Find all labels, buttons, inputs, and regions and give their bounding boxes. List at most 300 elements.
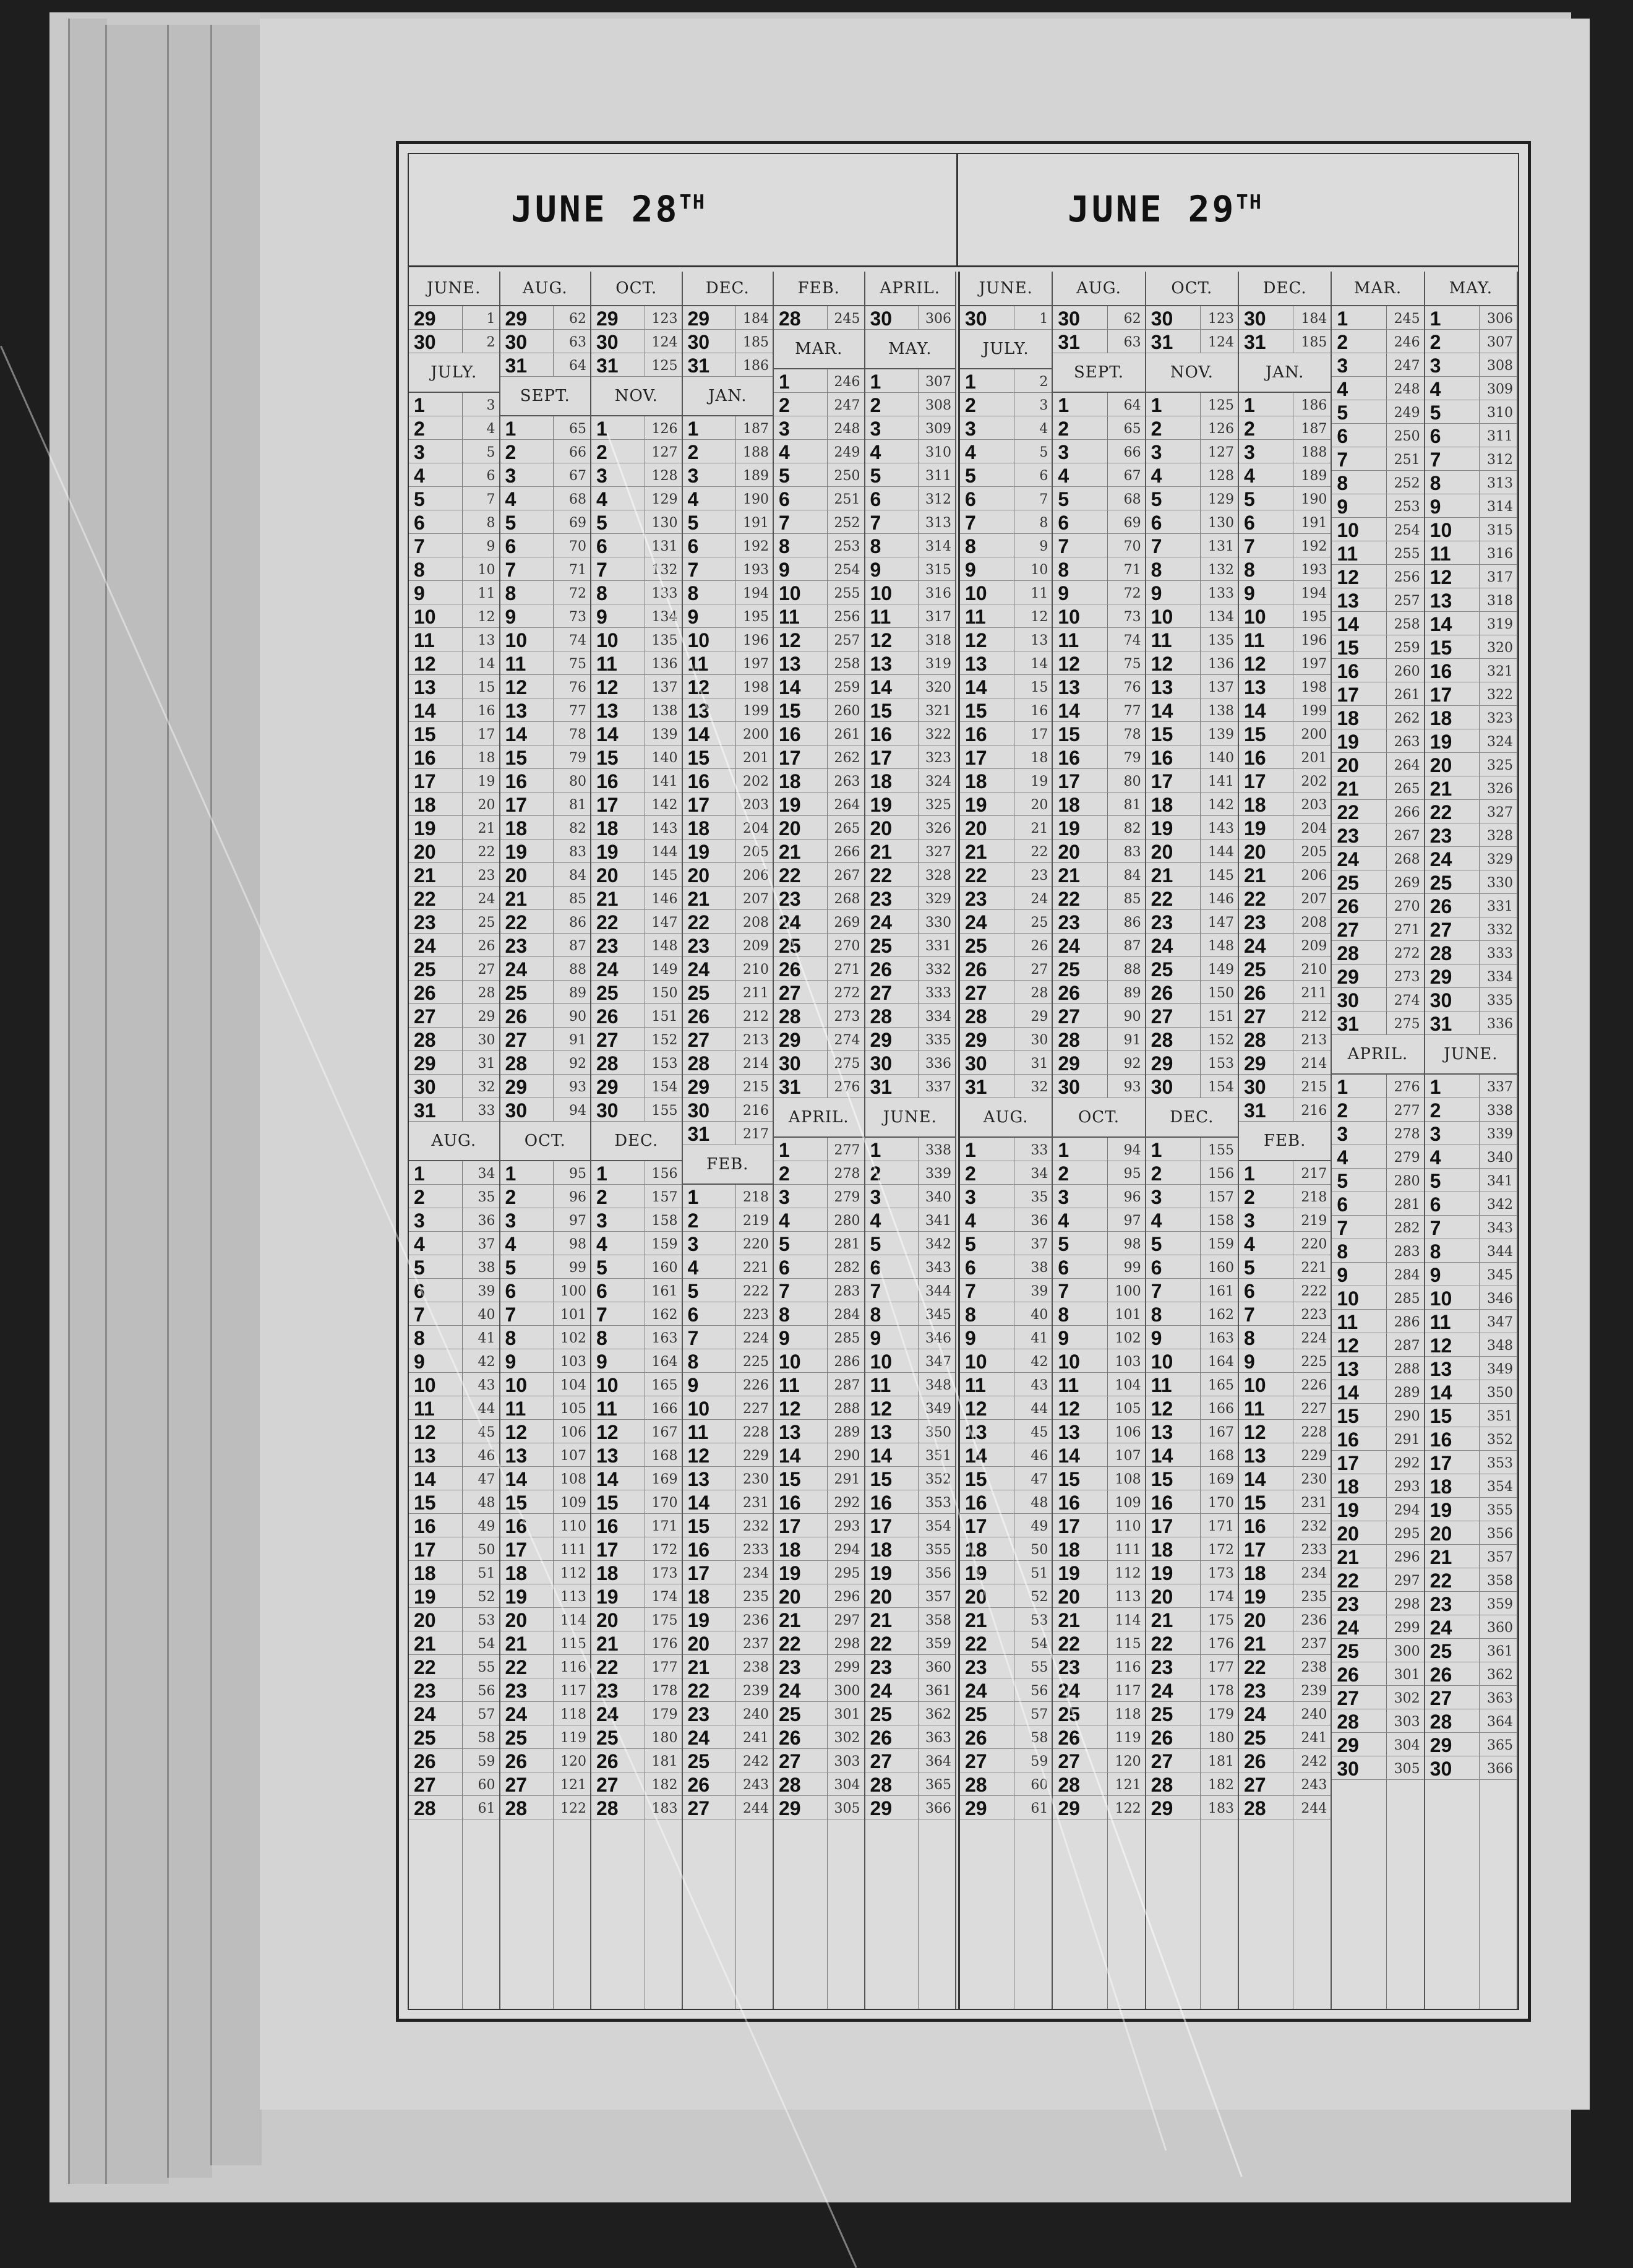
days-elapsed: 28 [1031,986,1048,1001]
days-elapsed: 41 [1031,1331,1048,1346]
days-elapsed: 6 [486,468,495,484]
day-of-month: 21 [596,888,619,910]
day-row [591,887,682,910]
days-elapsed: 138 [651,703,678,719]
days-elapsed: 251 [834,492,860,507]
month-header: JAN. [683,377,773,416]
day-row [865,816,956,840]
day-row [774,1028,864,1051]
days-elapsed: 92 [1123,1056,1141,1072]
days-elapsed: 242 [1301,1754,1327,1769]
day-row [1425,1404,1517,1427]
day-of-month: 25 [1244,958,1266,981]
days-elapsed: 83 [569,844,586,860]
day-of-month: 19 [779,1562,801,1584]
day-of-month: 21 [1058,1609,1080,1631]
day-row [500,1396,591,1420]
day-of-month: 24 [596,1703,619,1725]
day-of-month: 3 [596,1209,607,1232]
day-of-month: 24 [870,911,893,934]
day-of-month: 20 [414,841,436,863]
month-header: OCT. [500,1122,591,1161]
days-elapsed: 134 [651,609,678,625]
day-row [865,1608,956,1631]
days-elapsed: 99 [1123,1260,1141,1276]
day-of-month: 4 [779,441,790,463]
day-row [500,1161,591,1185]
day-row [500,957,591,981]
days-elapsed: 135 [651,633,678,648]
day-of-month: 19 [1429,731,1452,753]
day-row [960,1208,1052,1232]
days-elapsed: 175 [651,1613,678,1628]
days-elapsed: 327 [1486,805,1513,820]
days-elapsed: 136 [1207,656,1234,672]
day-row [865,1561,956,1584]
day-of-month: 7 [1151,1280,1162,1302]
day-of-month: 9 [414,1351,425,1373]
day-of-month: 10 [1429,519,1452,541]
day-of-month: 27 [505,1029,528,1051]
day-of-month: 1 [1244,1162,1255,1185]
days-elapsed: 201 [743,750,769,766]
days-elapsed: 330 [925,915,951,930]
day-row [1053,306,1144,330]
day-of-month: 3 [870,418,881,440]
day-row [1146,604,1238,628]
day-of-month: 25 [1429,1640,1452,1662]
days-elapsed: 51 [1031,1566,1048,1581]
day-of-month: 18 [687,1586,710,1608]
day-of-month: 3 [1151,1186,1162,1208]
day-row [1239,393,1331,416]
days-elapsed: 343 [925,1260,951,1276]
days-elapsed: 10 [1031,562,1048,578]
day-of-month: 27 [596,1029,619,1051]
day-of-month: 4 [505,1233,516,1255]
days-elapsed: 351 [925,1448,951,1464]
day-of-month: 6 [596,1280,607,1302]
day-row [591,651,682,675]
day-row [1053,1537,1144,1561]
days-elapsed: 207 [743,891,769,907]
day-row [591,1655,682,1678]
day-of-month: 7 [596,559,607,581]
day-row [1146,1302,1238,1326]
day-of-month: 29 [870,1797,893,1819]
day-row [1053,816,1144,840]
day-row [591,1185,682,1208]
days-elapsed: 126 [1207,421,1234,437]
day-of-month: 19 [1337,731,1359,753]
day-of-month: 15 [505,747,528,769]
day-row [865,1678,956,1702]
day-of-month: 19 [1244,817,1266,840]
day-row [1425,894,1517,917]
day-of-month: 30 [596,331,619,353]
day-of-month: 19 [870,794,893,816]
days-elapsed: 221 [1301,1260,1327,1276]
days-elapsed: 231 [743,1495,769,1511]
day-row [1332,823,1423,847]
days-elapsed: 316 [925,586,951,601]
day-row [1239,1208,1331,1232]
day-of-month: 18 [1337,707,1359,729]
days-elapsed: 47 [478,1472,495,1487]
days-elapsed: 250 [834,468,860,484]
day-row [500,1537,591,1561]
day-of-month: 2 [1429,331,1441,353]
day-row [500,1185,591,1208]
day-row [1053,416,1144,440]
day-of-month: 7 [505,1304,516,1326]
days-elapsed: 176 [651,1636,678,1652]
day-of-month: 26 [596,1750,619,1772]
days-elapsed: 348 [925,1378,951,1393]
days-elapsed: 25 [1031,915,1048,930]
days-elapsed: 157 [1207,1190,1234,1205]
day-row [1053,1584,1144,1608]
days-elapsed: 317 [1486,570,1513,585]
day-of-month: 6 [414,512,425,534]
days-elapsed: 104 [1115,1378,1141,1393]
day-row [960,1349,1052,1373]
days-elapsed: 23 [478,868,495,883]
day-row [1332,1451,1423,1474]
day-of-month: 23 [1244,911,1266,934]
days-elapsed: 356 [1486,1526,1513,1542]
days-elapsed: 193 [743,562,769,578]
days-elapsed: 137 [1207,680,1234,695]
day-of-month: 4 [1337,378,1348,400]
day-row [500,534,591,557]
days-elapsed: 44 [1031,1401,1048,1417]
day-row [1053,887,1144,910]
day-row [1332,1122,1423,1145]
days-elapsed: 255 [1394,546,1420,562]
day-of-month: 14 [779,1445,801,1467]
days-elapsed: 50 [478,1542,495,1558]
day-of-month: 5 [779,465,790,487]
month-header: FEB. [774,272,864,306]
day-of-month: 18 [1337,1475,1359,1498]
days-elapsed: 295 [834,1566,860,1581]
day-row [409,463,499,487]
day-row [865,463,956,487]
day-of-month: 1 [1151,1139,1162,1161]
days-elapsed: 45 [1031,1425,1048,1440]
day-row [500,1373,591,1396]
day-row [683,1004,773,1028]
days-elapsed: 90 [1123,1009,1141,1024]
day-row [1146,1608,1238,1631]
days-elapsed: 266 [1394,805,1420,820]
day-of-month: 17 [1429,1452,1452,1474]
day-row [409,1098,499,1122]
month-column [1239,272,1332,2009]
day-row [1146,863,1238,887]
day-of-month: 30 [505,1099,528,1122]
days-elapsed: 179 [1207,1707,1234,1722]
days-elapsed: 337 [925,1080,951,1095]
month-header: APRIL. [774,1098,864,1138]
day-of-month: 10 [1058,606,1080,628]
day-row [1053,393,1144,416]
days-elapsed: 42 [478,1354,495,1370]
days-elapsed: 227 [1301,1401,1327,1417]
day-row [1239,534,1331,557]
days-elapsed: 76 [1123,680,1141,695]
day-row [1332,988,1423,1012]
days-elapsed: 69 [569,515,586,531]
days-elapsed: 39 [1031,1284,1048,1299]
day-row [409,1443,499,1467]
day-of-month: 9 [596,1351,607,1373]
day-of-month: 11 [779,1374,800,1396]
days-elapsed: 366 [1486,1761,1513,1777]
day-of-month: 29 [870,1029,893,1051]
day-row [409,1749,499,1772]
days-elapsed: 354 [1486,1479,1513,1495]
day-row [960,1051,1052,1075]
days-elapsed: 34 [1031,1166,1048,1182]
day-row [500,1749,591,1772]
days-elapsed: 268 [1394,852,1420,867]
days-elapsed: 308 [1486,358,1513,374]
day-of-month: 5 [779,1233,790,1255]
days-elapsed: 132 [651,562,678,578]
day-row [409,934,499,957]
day-of-month: 23 [1151,911,1173,934]
day-row [1146,1028,1238,1051]
day-row [409,769,499,793]
day-row [500,1561,591,1584]
days-elapsed: 338 [1486,1103,1513,1119]
day-row [865,1772,956,1796]
day-of-month: 10 [414,1374,436,1396]
day-of-month: 31 [870,1076,893,1098]
day-row [1239,1443,1331,1467]
day-row [683,1349,773,1373]
days-elapsed: 290 [834,1448,860,1464]
day-row [591,1208,682,1232]
day-of-month: 9 [596,606,607,628]
day-row [865,675,956,698]
day-of-month: 14 [1058,1445,1080,1467]
day-row [1239,1631,1331,1655]
days-elapsed: 113 [560,1589,586,1605]
day-of-month: 2 [1151,418,1162,440]
days-elapsed: 171 [1207,1519,1234,1534]
day-of-month: 22 [687,911,710,934]
day-of-month: 19 [596,841,619,863]
days-elapsed: 210 [1301,962,1327,977]
days-elapsed: 358 [925,1613,951,1628]
day-row [591,628,682,651]
day-row [1239,1279,1331,1302]
day-row [500,306,591,330]
day-row [409,1255,499,1279]
day-of-month: 30 [687,331,710,353]
days-elapsed: 201 [1301,750,1327,766]
days-elapsed: 28 [478,986,495,1001]
day-of-month: 8 [1151,559,1162,581]
day-row [960,1302,1052,1326]
day-of-month: 22 [596,911,619,934]
day-row [591,1326,682,1349]
day-of-month: 23 [596,935,619,957]
days-elapsed: 181 [651,1754,678,1769]
day-row [1425,1122,1517,1145]
day-row [865,1467,956,1490]
days-elapsed: 132 [1207,562,1234,578]
day-row [500,330,591,353]
days-elapsed: 296 [1394,1550,1420,1565]
day-of-month: 25 [596,1727,619,1749]
days-elapsed: 364 [1486,1714,1513,1730]
day-of-month: 16 [965,1492,987,1514]
day-row [865,604,956,628]
days-elapsed: 341 [925,1213,951,1229]
day-of-month: 30 [1337,989,1359,1012]
day-row [1239,1075,1331,1098]
day-row [774,1232,864,1255]
day-of-month: 8 [1058,1304,1069,1326]
days-elapsed: 326 [925,821,951,836]
day-of-month: 26 [687,1005,710,1028]
days-elapsed: 19 [1031,774,1048,789]
day-row [1332,377,1423,400]
day-row [1053,1028,1144,1051]
day-row [683,1122,773,1145]
days-elapsed: 48 [1031,1495,1048,1511]
day-row [409,393,499,416]
day-of-month: 18 [1244,1562,1266,1584]
day-of-month: 29 [1151,1797,1173,1819]
month-header: MAY. [865,330,956,369]
day-of-month: 3 [596,465,607,487]
day-row [1239,1467,1331,1490]
day-of-month: 12 [779,629,801,651]
day-row [1332,753,1423,776]
day-of-month: 18 [505,1562,528,1584]
day-row [960,1561,1052,1584]
days-elapsed: 17 [1031,727,1048,742]
day-of-month: 10 [779,1351,801,1373]
day-of-month: 29 [414,307,436,330]
days-elapsed: 72 [569,586,586,601]
day-row [774,1631,864,1655]
day-row [409,1678,499,1702]
days-elapsed: 165 [651,1378,678,1393]
day-of-month: 28 [1244,1029,1266,1051]
day-row [865,487,956,510]
days-elapsed: 5 [486,445,495,460]
day-of-month: 23 [965,1656,987,1678]
day-of-month: 24 [779,911,801,934]
day-of-month: 2 [1337,331,1348,353]
day-of-month: 26 [1337,1664,1359,1686]
day-of-month: 14 [414,1468,436,1490]
days-elapsed: 250 [1394,429,1420,444]
days-elapsed: 312 [925,492,951,507]
day-of-month: 27 [779,1750,801,1772]
day-of-month: 22 [1244,1656,1266,1678]
days-elapsed: 109 [560,1495,586,1511]
days-elapsed: 187 [743,421,769,437]
days-elapsed: 57 [1031,1707,1048,1722]
days-elapsed: 104 [560,1378,586,1393]
month-column [500,272,592,2009]
day-of-month: 5 [1058,1233,1069,1255]
day-row [1239,722,1331,745]
day-of-month: 23 [965,888,987,910]
day-of-month: 24 [414,935,436,957]
days-elapsed: 311 [1486,429,1513,444]
title-divider [956,154,958,265]
day-row [1332,330,1423,353]
day-row [960,306,1052,330]
day-of-month: 19 [414,817,436,840]
day-of-month: 27 [687,1797,710,1819]
day-row [1239,1772,1331,1796]
days-elapsed: 230 [1301,1472,1327,1487]
day-of-month: 27 [1429,919,1452,941]
day-of-month: 30 [1337,1758,1359,1780]
day-row [683,910,773,934]
days-elapsed: 224 [743,1331,769,1346]
days-elapsed: 243 [1301,1777,1327,1793]
day-of-month: 18 [505,817,528,840]
days-elapsed: 119 [560,1730,586,1746]
day-row [1425,306,1517,330]
days-elapsed: 142 [1207,797,1234,813]
days-elapsed: 84 [1123,868,1141,883]
day-of-month: 29 [687,1076,710,1098]
days-elapsed: 313 [925,515,951,531]
days-elapsed: 275 [834,1056,860,1072]
days-elapsed: 67 [1123,468,1141,484]
day-row [865,1004,956,1028]
day-row [500,1098,591,1122]
day-row [1146,1537,1238,1561]
day-row [683,769,773,793]
day-row [683,651,773,675]
day-of-month: 2 [1429,1099,1441,1122]
day-of-month: 16 [596,1515,619,1537]
day-of-month: 25 [779,1703,801,1725]
days-elapsed: 156 [1207,1166,1234,1182]
day-of-month: 5 [1151,1233,1162,1255]
day-row [1332,1592,1423,1615]
day-row [865,1028,956,1051]
day-of-month: 4 [687,488,699,510]
day-of-month: 14 [1151,700,1173,722]
days-elapsed: 66 [1123,445,1141,460]
days-elapsed: 285 [834,1331,860,1346]
days-elapsed: 140 [651,750,678,766]
days-elapsed: 292 [1394,1456,1420,1471]
day-row [1332,917,1423,941]
day-of-month: 26 [870,1727,893,1749]
days-elapsed: 80 [1123,774,1141,789]
day-of-month: 26 [414,1750,436,1772]
days-elapsed: 110 [560,1519,586,1534]
days-elapsed: 111 [1115,1542,1141,1558]
day-of-month: 12 [596,1421,619,1443]
days-elapsed: 32 [478,1080,495,1095]
day-of-month: 14 [870,676,893,698]
